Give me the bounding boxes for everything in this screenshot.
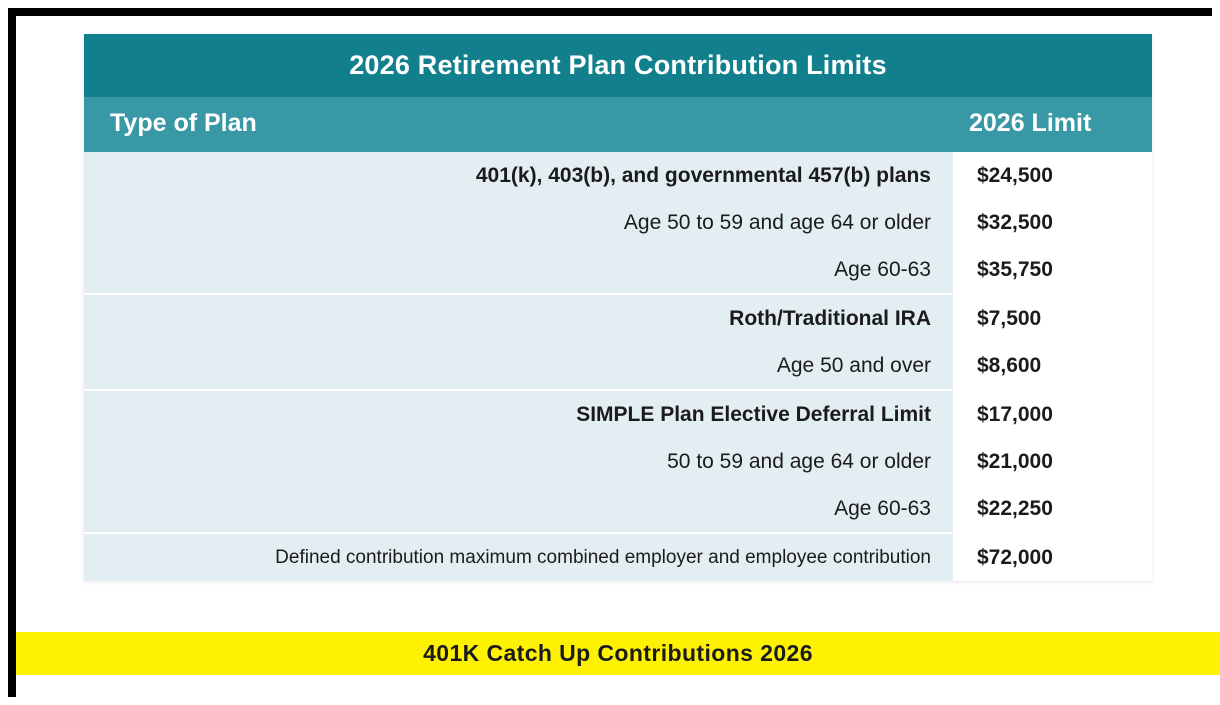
table-row: Age 60-63 <box>834 258 931 281</box>
caption-text: 401K Catch Up Contributions 2026 <box>423 640 813 666</box>
table-row: Age 50 and over <box>776 354 931 377</box>
table-group <box>84 295 1152 391</box>
group-limit-cells <box>953 152 1152 293</box>
table-row: $17,000 <box>977 403 1053 426</box>
group-plan-cells <box>84 534 953 581</box>
table-group <box>84 534 1152 581</box>
table-title: 2026 Retirement Plan Contribution Limits <box>84 34 1152 97</box>
table-row: $8,600 <box>977 354 1042 377</box>
group-plan-cells <box>84 391 953 532</box>
table-row: 50 to 59 and age 64 or older <box>667 450 931 473</box>
table-row: $7,500 <box>977 307 1042 330</box>
table-row: $22,250 <box>977 497 1053 520</box>
table-row: $35,750 <box>977 258 1053 281</box>
table-row: Age 50 to 59 and age 64 or older <box>623 211 931 234</box>
group-limit-cells <box>953 391 1152 532</box>
table-row: SIMPLE Plan Elective Deferral Limit <box>576 403 931 426</box>
table-row: Roth/Traditional IRA <box>729 307 931 330</box>
contribution-limits-table <box>84 34 1152 581</box>
table-row: Defined contribution maximum combined employer and employee contribution <box>275 547 931 568</box>
group-limit-cells <box>953 295 1152 389</box>
table-group <box>84 391 1152 534</box>
table-row: $32,500 <box>977 211 1053 234</box>
table-row: $24,500 <box>977 164 1053 187</box>
group-limit-cells <box>953 534 1152 581</box>
table-row: 401(k), 403(b), and governmental 457(b) plans <box>475 164 931 187</box>
table-row: $72,000 <box>977 546 1053 569</box>
caption-banner <box>16 632 1220 675</box>
group-plan-cells <box>84 295 953 389</box>
column-header-type-of-plan: Type of Plan <box>110 109 257 137</box>
table-row: $21,000 <box>977 450 1053 473</box>
infographic-canvas <box>16 16 1220 705</box>
table-group <box>84 152 1152 295</box>
column-header-2026-limit: 2026 Limit <box>969 109 1092 137</box>
group-plan-cells <box>84 152 953 293</box>
table-header-row <box>84 97 1152 152</box>
table-row: Age 60-63 <box>834 497 931 520</box>
